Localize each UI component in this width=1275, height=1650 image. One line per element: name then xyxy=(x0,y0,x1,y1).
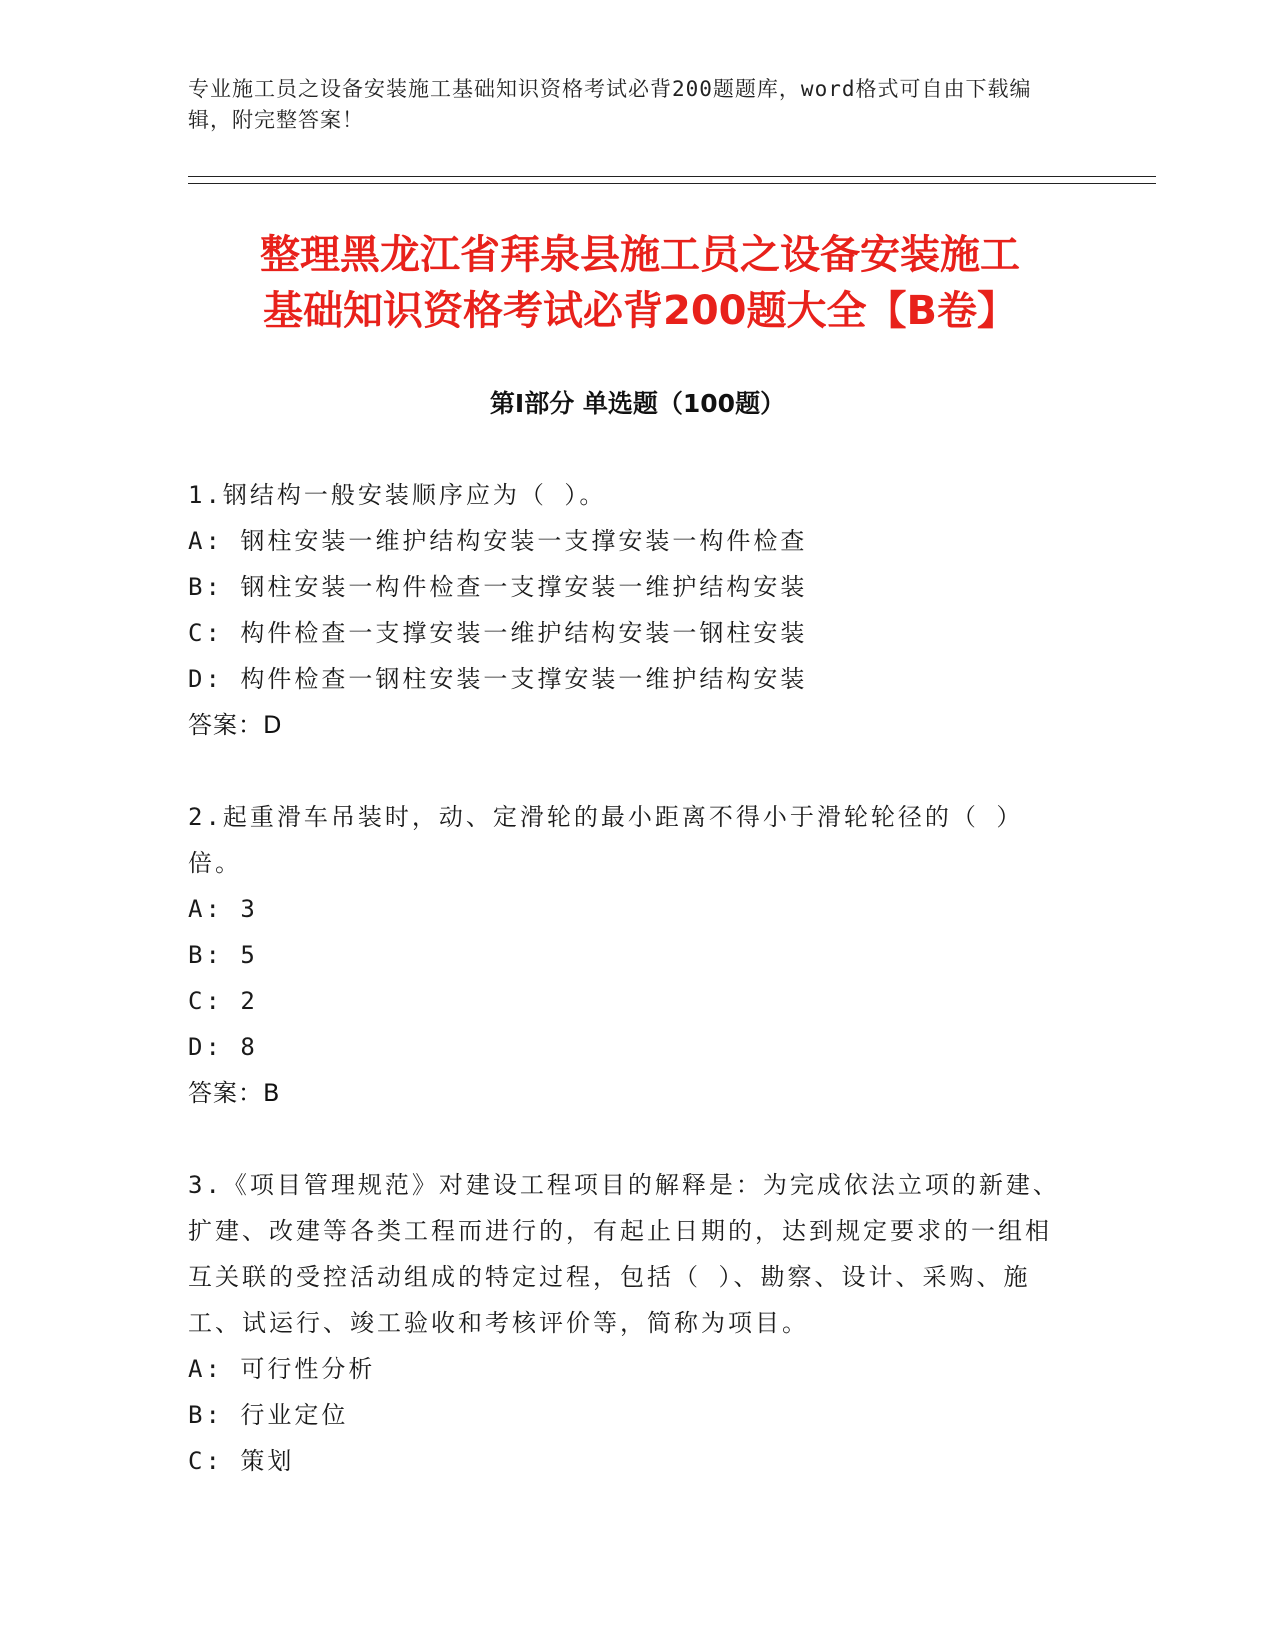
option-c: C: 2 xyxy=(188,987,258,1015)
document-title xyxy=(190,227,1090,339)
question-stem: 2.起重滑车吊装时，动、定滑轮的最小距离不得小于滑轮轮径的（ ）倍。 xyxy=(188,803,1024,877)
option-b: B: 行业定位 xyxy=(188,1401,349,1429)
section-title: 第I部分 单选题（100题） xyxy=(489,389,786,418)
header-rule-bottom xyxy=(188,183,1156,184)
option-b: B: 5 xyxy=(188,941,258,969)
question-stem: 1.钢结构一般安装顺序应为（ ）。 xyxy=(188,481,607,509)
question-stem: 3.《项目管理规范》对建设工程项目的解释是：为完成依法立项的新建、扩建、改建等各类工程而进行的，有起止日期的，达到规定要求的一组相互关联的受控活动组成的特定过程，包括（ ）、勘察、设计、采购、施工、试运行、竣工验收和考核评价等，简称为项目。 xyxy=(188,1171,1060,1337)
option-a: A: 3 xyxy=(188,895,258,923)
option-d: D: 构件检查一钢柱安装一支撑安装一维护结构安装 xyxy=(188,665,808,693)
option-d: D: 8 xyxy=(188,1033,258,1061)
answer: 答案：D xyxy=(188,711,283,739)
answer: 答案：B xyxy=(188,1079,281,1107)
option-c: C: 构件检查一支撑安装一维护结构安装一钢柱安装 xyxy=(188,619,808,647)
document-title-line-1: 整理黑龙江省拜泉县施工员之设备安装施工 xyxy=(260,232,1020,278)
option-b: B: 钢柱安装一构件检查一支撑安装一维护结构安装 xyxy=(188,573,808,601)
question-list xyxy=(188,472,1088,1484)
option-a: A: 钢柱安装一维护结构安装一支撑安装一构件检查 xyxy=(188,527,808,555)
header-rule-top xyxy=(188,176,1156,177)
option-a: A: 可行性分析 xyxy=(188,1355,376,1383)
option-c: C: 策划 xyxy=(188,1447,295,1475)
header-note: 专业施工员之设备安装施工基础知识资格考试必背200题题库，word格式可自由下载编辑，附完整答案！ xyxy=(188,77,1032,132)
question-2 xyxy=(188,794,1088,1116)
question-3 xyxy=(188,1162,1088,1484)
question-1 xyxy=(188,472,1088,748)
document-title-line-2: 基础知识资格考试必背200题大全【B卷】 xyxy=(263,288,1017,334)
